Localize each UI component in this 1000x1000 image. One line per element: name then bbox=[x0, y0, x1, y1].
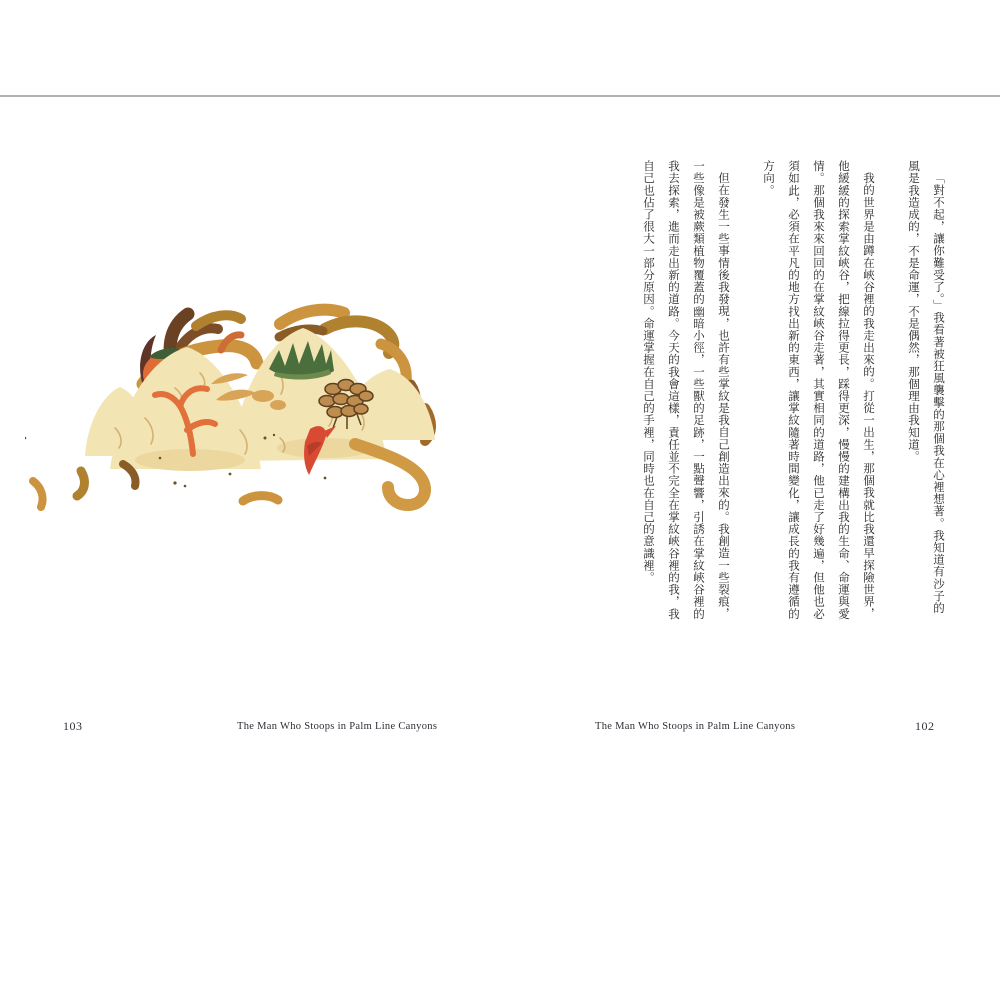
body-text-vertical bbox=[635, 160, 950, 622]
page-number-left: 103 bbox=[63, 719, 83, 733]
cordyceps-mound-illustration bbox=[25, 288, 445, 518]
paragraph-3: 但在發生一些事情後我發現，也許有些掌紋是我自己創造出來的。我創造一些裂痕，一些像是被蕨類植物覆蓋的幽暗小徑，一些獸的足跡，一點聲響，引誘在掌紋峽谷裡的我去探索，進而走出新的道路。今天的我會這樣，責任並不完全在掌紋峽谷裡的我，我自己也佔了很大一部分原因。命運掌握在自己的手裡，同時也在自己的意識裡。 bbox=[642, 160, 729, 620]
page-number-right: 102 bbox=[915, 719, 935, 733]
running-title-left: The Man Who Stoops in Palm Line Canyons bbox=[237, 721, 438, 732]
top-rule-divider bbox=[0, 95, 1000, 97]
paragraph-2: 我的世界是由蹲在峽谷裡的我走出來的。打從一出生，那個我就比我還早探險世界，他緩緩的探索掌紋峽谷，把線拉得更長，踩得更深，慢慢的建構出我的生命、命運與愛情。那個我來來回回的在掌紋峽谷走著，其實相同的道路，他已走了好幾遍，但他也必須如此，必須在平凡的地方找出新的東西，讓掌紋隨著時間變化，讓成長的我有遵循的方向。 bbox=[762, 160, 874, 620]
running-title-right: The Man Who Stoops in Palm Line Canyons bbox=[595, 721, 796, 732]
paragraph-1: 「對不起，讓你難受了。」我看著被狂風襲擊的那個我在心裡想著。我知道有沙子的風是我造成的，不是命運，不是偶然，那個理由我知道。 bbox=[907, 160, 944, 614]
